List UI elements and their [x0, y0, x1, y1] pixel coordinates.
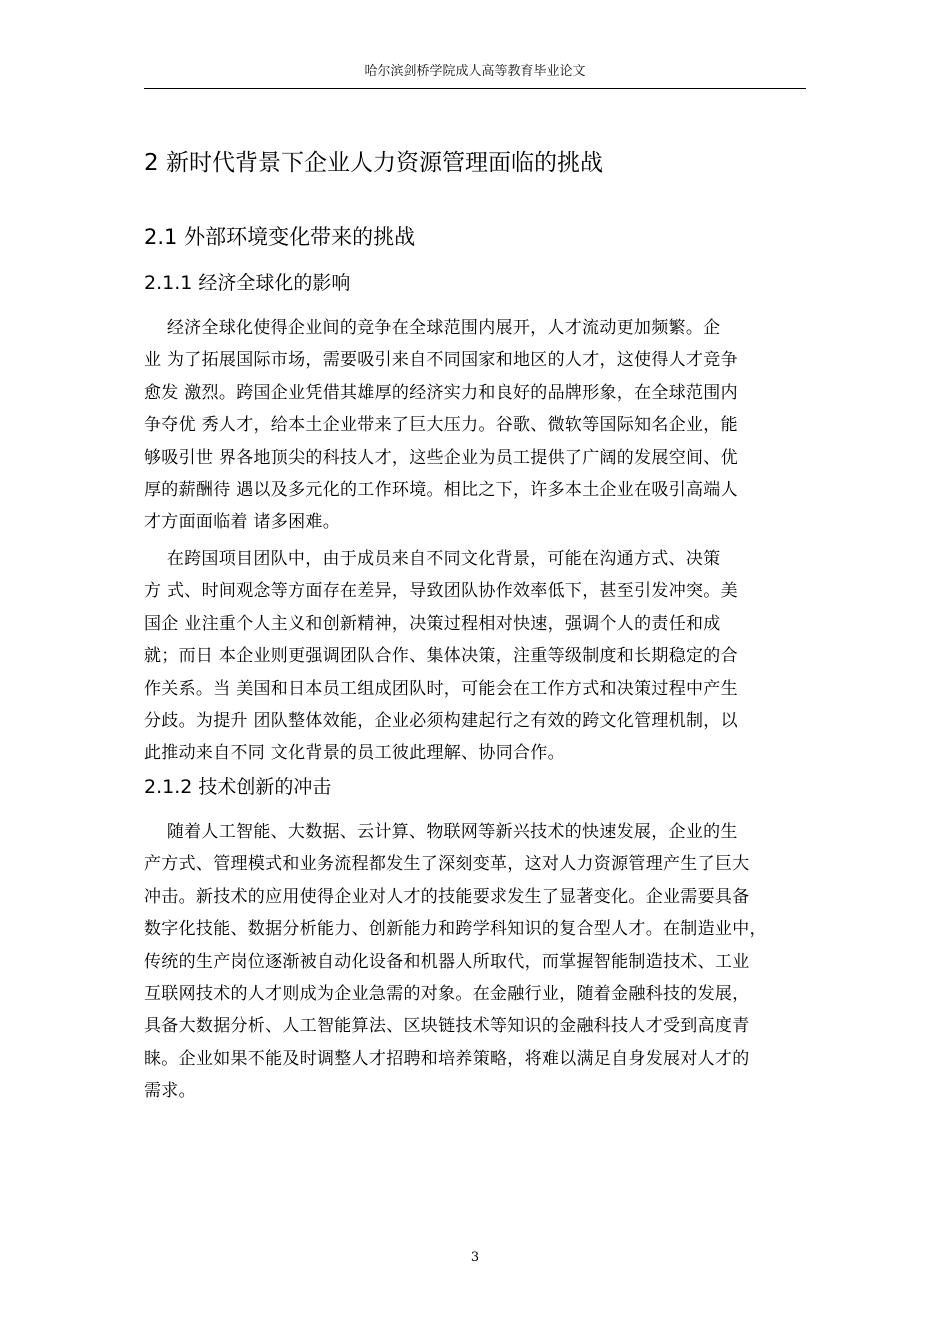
header-divider — [144, 88, 806, 89]
text-line: 互联网技术的人才则成为企业急需的对象。在金融行业，随着金融科技的发展， — [144, 983, 750, 1004]
text-line: 方 式、时间观念等方面存在差异，导致团队协作效率低下，甚至引发冲突。美 — [144, 581, 738, 602]
page-number: 3 — [470, 1250, 480, 1265]
text-line: 随着人工智能、大数据、云计算、物联网等新兴技术的快速发展，企业的生 — [144, 822, 738, 842]
subsection-title-globalization: 2.1.1 经济全球化的影响 — [144, 272, 351, 294]
text-line: 数字化技能、数据分析能力、创新能力和跨学科知识的复合型人才。在制造业中， — [144, 919, 767, 940]
text-line: 厚的薪酬待 遇以及多元化的工作环境。相比之下，许多本土企业在吸引高端人 — [144, 479, 738, 500]
text-line: 传统的生产岗位逐渐被自动化设备和机器人所取代，而掌握智能制造技术、工业 — [144, 951, 750, 972]
text-line: 需求。 — [144, 1081, 196, 1102]
paragraph-technology-impact — [144, 816, 806, 1108]
subsection-title-technology: 2.1.2 技术创新的冲击 — [144, 776, 332, 798]
text-line: 具备大数据分析、人工智能算法、区块链技术等知识的金融科技人才受到高度青 — [144, 1016, 750, 1037]
text-line: 分歧。为提升 团队整体效能，企业必须构建起行之有效的跨文化管理机制，以 — [144, 710, 738, 731]
text-line: 就；而日 本企业则更强调团队合作、集体决策，注重等级制度和长期稳定的合 — [144, 646, 738, 667]
text-line: 国企 业注重个人主义和创新精神，决策过程相对快速，强调个人的责任和成 — [144, 613, 721, 634]
running-header: 哈尔滨剑桥学院成人高等教育毕业论文 — [364, 64, 586, 79]
paragraph-globalization-talent — [144, 312, 806, 539]
text-line: 在跨国项目团队中，由于成员来自不同文化背景，可能在沟通方式、决策 — [144, 549, 721, 569]
chapter-title: 2 新时代背景下企业人力资源管理面临的挑战 — [144, 150, 603, 176]
text-line: 经济全球化使得企业间的竞争在全球范围内展开，人才流动更加频繁。企 — [144, 318, 721, 338]
paragraph-cross-cultural-teams — [144, 543, 806, 770]
text-line: 够吸引世 界各地顶尖的科技人才，这些企业为员工提供了广阔的发展空间、优 — [144, 447, 738, 468]
text-line: 此推动来自不同 文化背景的员工彼此理解、协同合作。 — [144, 743, 565, 764]
text-line: 作关系。当 美国和日本员工组成团队时，可能会在工作方式和决策过程中产生 — [144, 678, 738, 699]
text-line: 才方面面临着 诸多困难。 — [144, 512, 341, 533]
text-line: 争夺优 秀人才，给本土企业带来了巨大压力。谷歌、微软等国际知名企业，能 — [144, 415, 738, 436]
text-line: 产方式、管理模式和业务流程都发生了深刻变革，这对人力资源管理产生了巨大 — [144, 854, 750, 875]
section-title: 2.1 外部环境变化带来的挑战 — [144, 225, 416, 249]
text-line: 业 为了拓展国际市场，需要吸引来自不同国家和地区的人才，这使得人才竞争 — [144, 350, 738, 371]
text-line: 睐。企业如果不能及时调整人才招聘和培养策略，将难以满足自身发展对人才的 — [144, 1048, 750, 1069]
text-line: 冲击。新技术的应用使得企业对人才的技能要求发生了显著变化。企业需要具备 — [144, 886, 750, 907]
text-line: 愈发 激烈。跨国企业凭借其雄厚的经济实力和良好的品牌形象，在全球范围内 — [144, 382, 738, 403]
